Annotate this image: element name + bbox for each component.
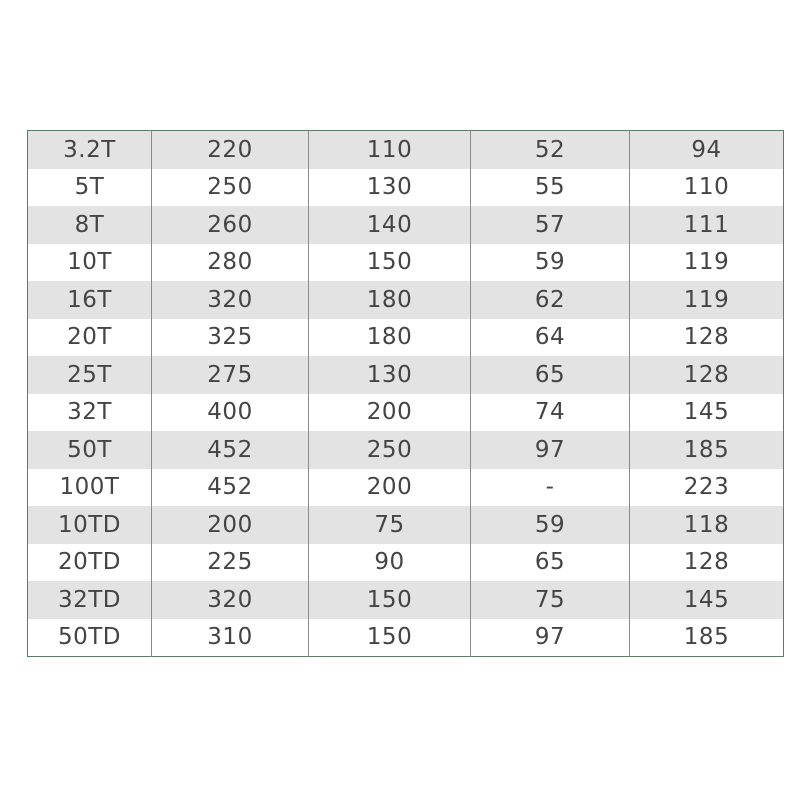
table-cell: 94	[630, 131, 784, 169]
table-cell: 145	[630, 394, 784, 432]
table-cell: 3.2T	[28, 131, 152, 169]
table-cell: 250	[152, 169, 309, 207]
table-cell: 110	[309, 131, 471, 169]
table-cell: 223	[630, 469, 784, 507]
table-cell: 180	[309, 281, 471, 319]
table-row	[28, 131, 784, 169]
table-cell: 65	[471, 544, 630, 582]
table-cell: 119	[630, 281, 784, 319]
table-cell: 260	[152, 206, 309, 244]
table-row	[28, 319, 784, 357]
table-row	[28, 169, 784, 207]
table-cell: -	[471, 469, 630, 507]
table-cell: 97	[471, 431, 630, 469]
table-cell: 118	[630, 506, 784, 544]
table-cell: 452	[152, 469, 309, 507]
table-cell: 200	[309, 469, 471, 507]
table-cell: 111	[630, 206, 784, 244]
table-cell: 8T	[28, 206, 152, 244]
table-row	[28, 544, 784, 582]
table-cell: 145	[630, 581, 784, 619]
table-cell: 20TD	[28, 544, 152, 582]
table-row	[28, 356, 784, 394]
table-cell: 320	[152, 581, 309, 619]
table-cell: 128	[630, 356, 784, 394]
table-cell: 150	[309, 619, 471, 657]
table-cell: 90	[309, 544, 471, 582]
table-cell: 75	[309, 506, 471, 544]
table-cell: 128	[630, 319, 784, 357]
table-row	[28, 469, 784, 507]
table-row	[28, 394, 784, 432]
table-cell: 130	[309, 356, 471, 394]
table-cell: 32T	[28, 394, 152, 432]
table-cell: 97	[471, 619, 630, 657]
table-row	[28, 281, 784, 319]
spec-table	[27, 130, 784, 657]
table-cell: 180	[309, 319, 471, 357]
table-cell: 119	[630, 244, 784, 282]
table-cell: 110	[630, 169, 784, 207]
table-cell: 65	[471, 356, 630, 394]
table-cell: 10T	[28, 244, 152, 282]
table-cell: 310	[152, 619, 309, 657]
table-row	[28, 431, 784, 469]
table-row	[28, 619, 784, 657]
table-cell: 50T	[28, 431, 152, 469]
table-cell: 59	[471, 506, 630, 544]
table-cell: 5T	[28, 169, 152, 207]
table-cell: 220	[152, 131, 309, 169]
table-cell: 400	[152, 394, 309, 432]
table-cell: 50TD	[28, 619, 152, 657]
table-cell: 25T	[28, 356, 152, 394]
table-cell: 52	[471, 131, 630, 169]
table-cell: 128	[630, 544, 784, 582]
table-cell: 20T	[28, 319, 152, 357]
table-cell: 62	[471, 281, 630, 319]
table-cell: 275	[152, 356, 309, 394]
table-row	[28, 244, 784, 282]
table-cell: 57	[471, 206, 630, 244]
table-cell: 55	[471, 169, 630, 207]
table-cell: 320	[152, 281, 309, 319]
table-cell: 140	[309, 206, 471, 244]
table-cell: 59	[471, 244, 630, 282]
table-cell: 250	[309, 431, 471, 469]
table-cell: 185	[630, 431, 784, 469]
table-cell: 130	[309, 169, 471, 207]
table-cell: 64	[471, 319, 630, 357]
table-row	[28, 206, 784, 244]
table-row	[28, 506, 784, 544]
table-cell: 10TD	[28, 506, 152, 544]
table-cell: 16T	[28, 281, 152, 319]
table-cell: 150	[309, 581, 471, 619]
table-cell: 200	[309, 394, 471, 432]
table-cell: 74	[471, 394, 630, 432]
table-cell: 150	[309, 244, 471, 282]
table-row	[28, 581, 784, 619]
table-cell: 225	[152, 544, 309, 582]
table-cell: 75	[471, 581, 630, 619]
table-cell: 452	[152, 431, 309, 469]
table-cell: 100T	[28, 469, 152, 507]
table-cell: 280	[152, 244, 309, 282]
table-cell: 325	[152, 319, 309, 357]
table-cell: 200	[152, 506, 309, 544]
table-cell: 32TD	[28, 581, 152, 619]
table-cell: 185	[630, 619, 784, 657]
